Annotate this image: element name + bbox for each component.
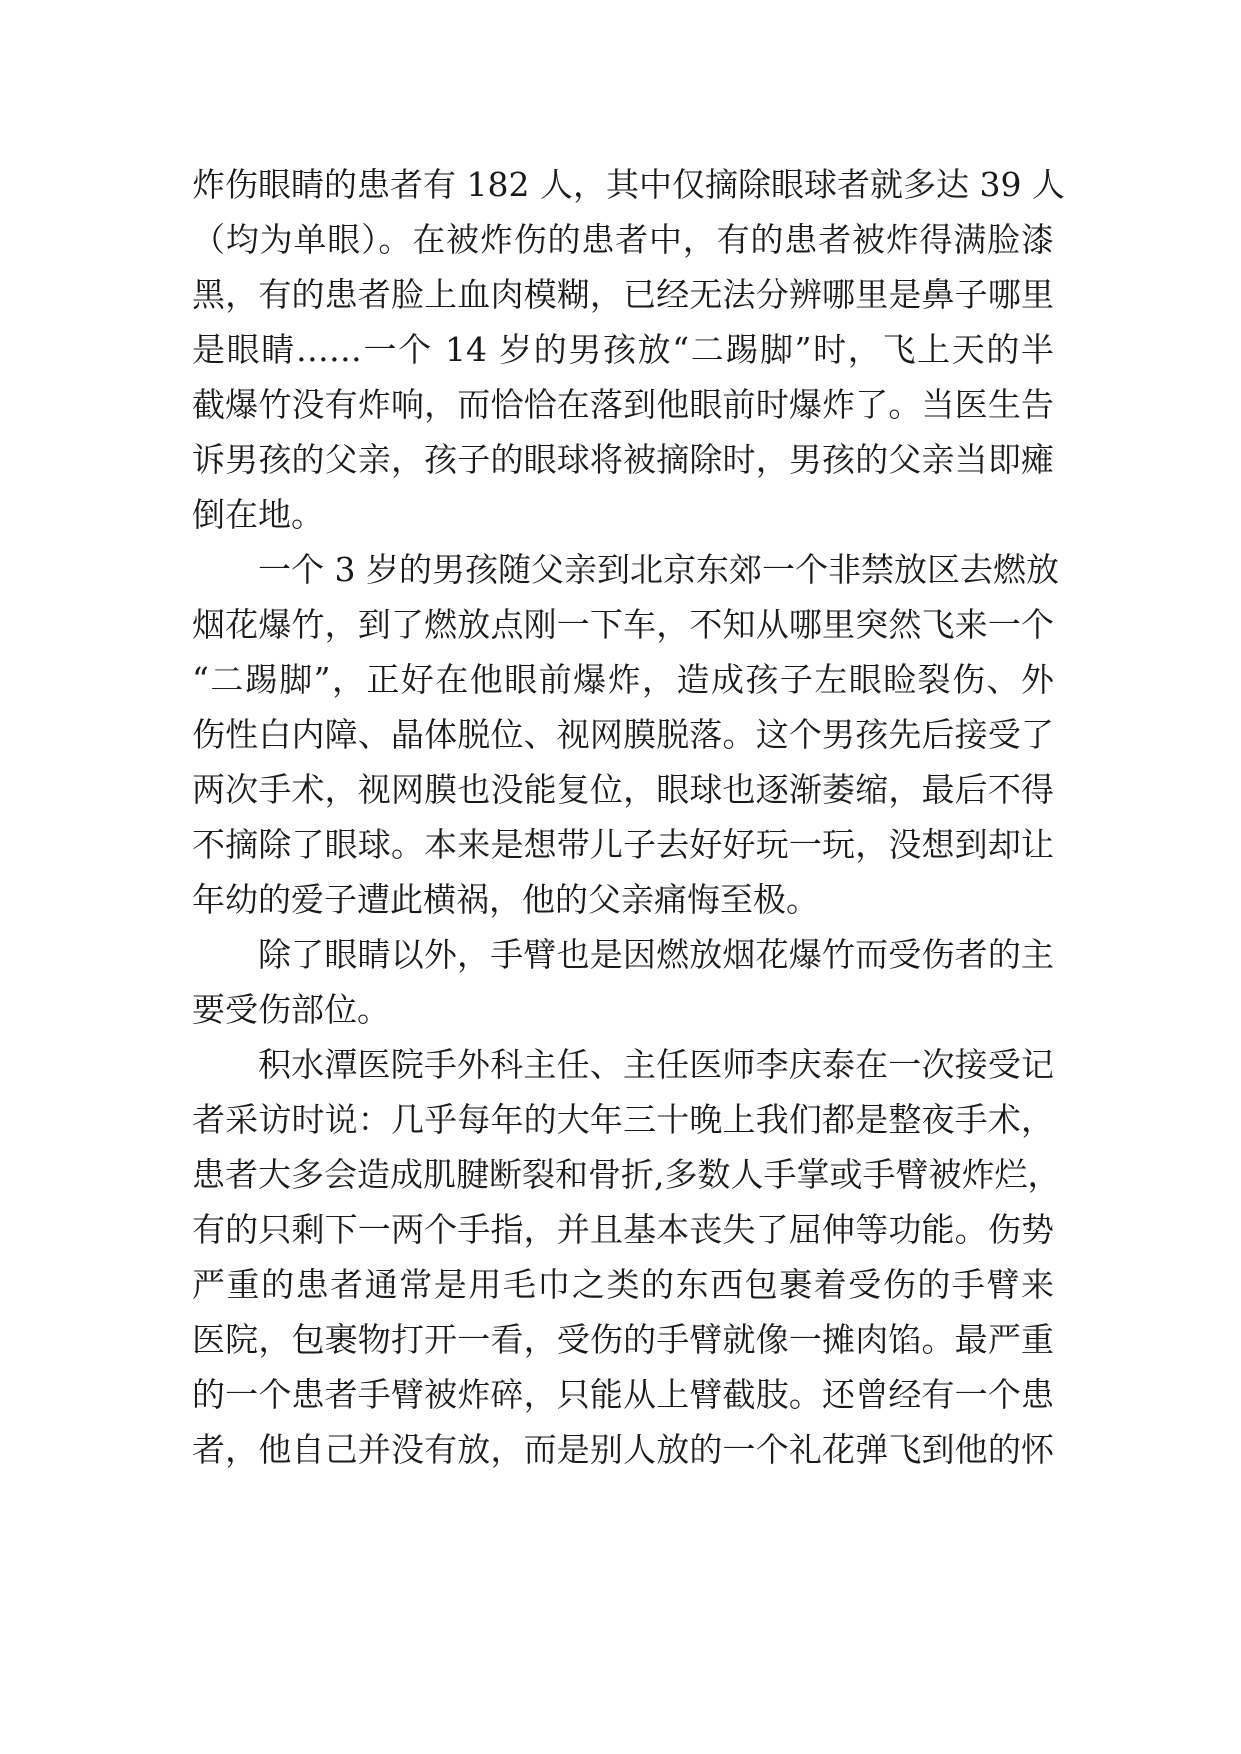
paragraph-1 — [192, 157, 1065, 542]
text-line: （均为单眼）。在被炸伤的患者中，有的患者被炸得满脸漆 — [192, 220, 1054, 259]
text-line: 伤性白内障、晶体脱位、视网膜脱落。这个男孩先后接受了 — [192, 715, 1054, 754]
text-line: 两次手术，视网膜也没能复位，眼球也逐渐萎缩，最后不得 — [192, 770, 1054, 809]
text-line: 倒在地。 — [192, 495, 324, 534]
text-line: 严重的患者通常是用毛巾之类的东西包裹着受伤的手臂来 — [192, 1265, 1054, 1304]
text-line: 患者大多会造成肌腱断裂和骨折,多数人手掌或手臂被炸烂， — [192, 1155, 1061, 1194]
text-line: 积水潭医院手外科主任、主任医师李庆泰在一次接受记 — [258, 1045, 1054, 1084]
text-line: 截爆竹没有炸响，而恰恰在落到他眼前时爆炸了。当医生告 — [192, 385, 1054, 424]
text-line: 黑，有的患者脸上血肉模糊，已经无法分辨哪里是鼻子哪里 — [192, 275, 1054, 314]
text-line: 者，他自己并没有放，而是别人放的一个礼花弹飞到他的怀 — [192, 1430, 1054, 1469]
text-line: 诉男孩的父亲，孩子的眼球将被摘除时，男孩的父亲当即瘫 — [192, 440, 1054, 479]
text-line: 炸伤眼睛的患者有 182 人，其中仅摘除眼球者就多达 39 人 — [192, 165, 1065, 204]
text-line: 医院，包裹物打开一看，受伤的手臂就像一摊肉馅。最严重 — [192, 1320, 1054, 1359]
text-line: 者采访时说：几乎每年的大年三十晚上我们都是整夜手术， — [192, 1100, 1054, 1139]
paragraph-4 — [192, 1037, 1061, 1477]
text-line: 的一个患者手臂被炸碎，只能从上臂截肢。还曾经有一个患 — [192, 1375, 1054, 1414]
paragraph-2 — [192, 542, 1059, 927]
body-text — [192, 157, 1065, 1477]
text-line: 不摘除了眼球。本来是想带儿子去好好玩一玩，没想到却让 — [192, 825, 1054, 864]
text-line: 烟花爆竹，到了燃放点刚一下车，不知从哪里突然飞来一个 — [192, 605, 1054, 644]
text-line: 年幼的爱子遭此横祸，他的父亲痛悔至极。 — [192, 880, 819, 919]
paragraph-3 — [192, 927, 1054, 1037]
text-line: 有的只剩下一两个手指，并且基本丧失了屈伸等功能。伤势 — [192, 1210, 1054, 1249]
text-line: 一个 3 岁的男孩随父亲到北京东郊一个非禁放区去燃放 — [258, 550, 1059, 589]
text-line: 是眼睛……一个 14 岁的男孩放“二踢脚”时，飞上天的半 — [192, 330, 1054, 369]
text-line: “二踢脚”，正好在他眼前爆炸，造成孩子左眼睑裂伤、外 — [192, 660, 1054, 699]
text-line: 要受伤部位。 — [192, 990, 390, 1029]
text-line: 除了眼睛以外，手臂也是因燃放烟花爆竹而受伤者的主 — [258, 935, 1054, 974]
